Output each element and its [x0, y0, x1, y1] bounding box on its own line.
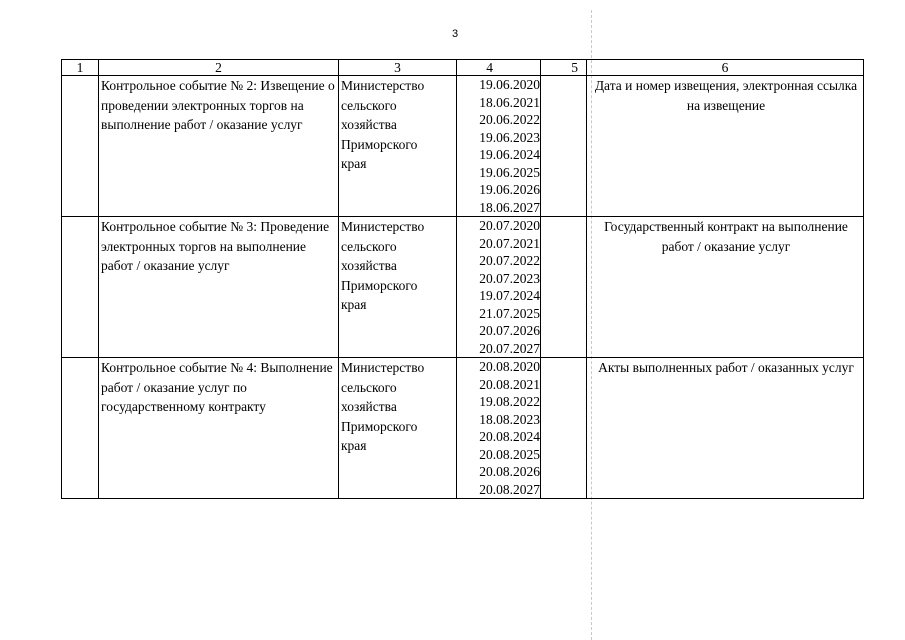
header-col-2: 2 — [99, 60, 339, 76]
column-5-cell — [541, 217, 587, 358]
date-value: 20.07.2021 — [479, 235, 540, 251]
date-value: 18.06.2021 — [479, 94, 540, 110]
row-number-cell — [62, 217, 99, 358]
date-value: 19.08.2022 — [479, 394, 540, 409]
table-header-row — [62, 60, 864, 76]
result-document-cell: Акты выполненных работ / оказанных услуг — [587, 358, 864, 499]
date-value: 20.07.2026 — [479, 323, 540, 338]
executor-cell: Министерство сельского хозяйства Приморского края — [339, 217, 457, 358]
date-value: 20.08.2021 — [479, 376, 540, 392]
date-value: 18.06.2027 — [479, 199, 540, 215]
table-row — [62, 217, 864, 358]
date-value: 20.08.2024 — [479, 429, 540, 444]
row-number-cell — [62, 76, 99, 217]
event-description-cell: Контрольное событие № 3: Проведение электронных торгов на выполнение работ / оказание услуг — [99, 217, 339, 358]
dates-cell — [457, 76, 541, 217]
date-value: 18.08.2023 — [479, 411, 540, 427]
event-description-cell: Контрольное событие № 4: Выполнение работ / оказание услуг по государственному контракту — [99, 358, 339, 499]
date-value: 20.08.2025 — [479, 446, 540, 462]
date-value: 20.08.2027 — [479, 481, 540, 497]
event-description-cell: Контрольное событие № 2: Извещение о проведении электронных торгов на выполнение работ / оказание услуг — [99, 76, 339, 217]
date-value: 20.07.2020 — [479, 218, 540, 233]
date-value: 19.06.2026 — [479, 182, 540, 197]
date-value: 19.06.2023 — [479, 129, 540, 145]
date-value: 20.07.2027 — [479, 340, 540, 356]
header-col-3: 3 — [339, 60, 457, 76]
executor-cell: Министерство сельского хозяйства Приморского края — [339, 358, 457, 499]
header-col-1: 1 — [62, 60, 99, 76]
date-value: 20.07.2023 — [479, 270, 540, 286]
dates-cell — [457, 217, 541, 358]
date-value: 19.06.2020 — [479, 77, 540, 92]
control-events-table — [61, 59, 864, 499]
column-5-cell — [541, 358, 587, 499]
header-col-5: 5 — [541, 60, 587, 76]
executor-cell: Министерство сельского хозяйства Приморского края — [339, 76, 457, 217]
date-value: 19.07.2024 — [479, 288, 540, 303]
date-value: 20.08.2026 — [479, 464, 540, 479]
date-value: 21.07.2025 — [479, 305, 540, 321]
table-row — [62, 358, 864, 499]
date-value: 20.07.2022 — [479, 253, 540, 268]
row-number-cell — [62, 358, 99, 499]
header-col-4: 4 — [457, 60, 541, 76]
table-row — [62, 76, 864, 217]
date-value: 19.06.2025 — [479, 164, 540, 180]
result-document-cell: Дата и номер извещения, электронная ссылка на извещение — [587, 76, 864, 217]
date-value: 19.06.2024 — [479, 147, 540, 162]
date-value: 20.06.2022 — [479, 112, 540, 127]
date-value: 20.08.2020 — [479, 359, 540, 374]
column-5-cell — [541, 76, 587, 217]
result-document-cell: Государственный контракт на выполнение работ / оказание услуг — [587, 217, 864, 358]
dates-cell — [457, 358, 541, 499]
page-number: 3 — [452, 28, 459, 40]
header-col-6: 6 — [587, 60, 864, 76]
